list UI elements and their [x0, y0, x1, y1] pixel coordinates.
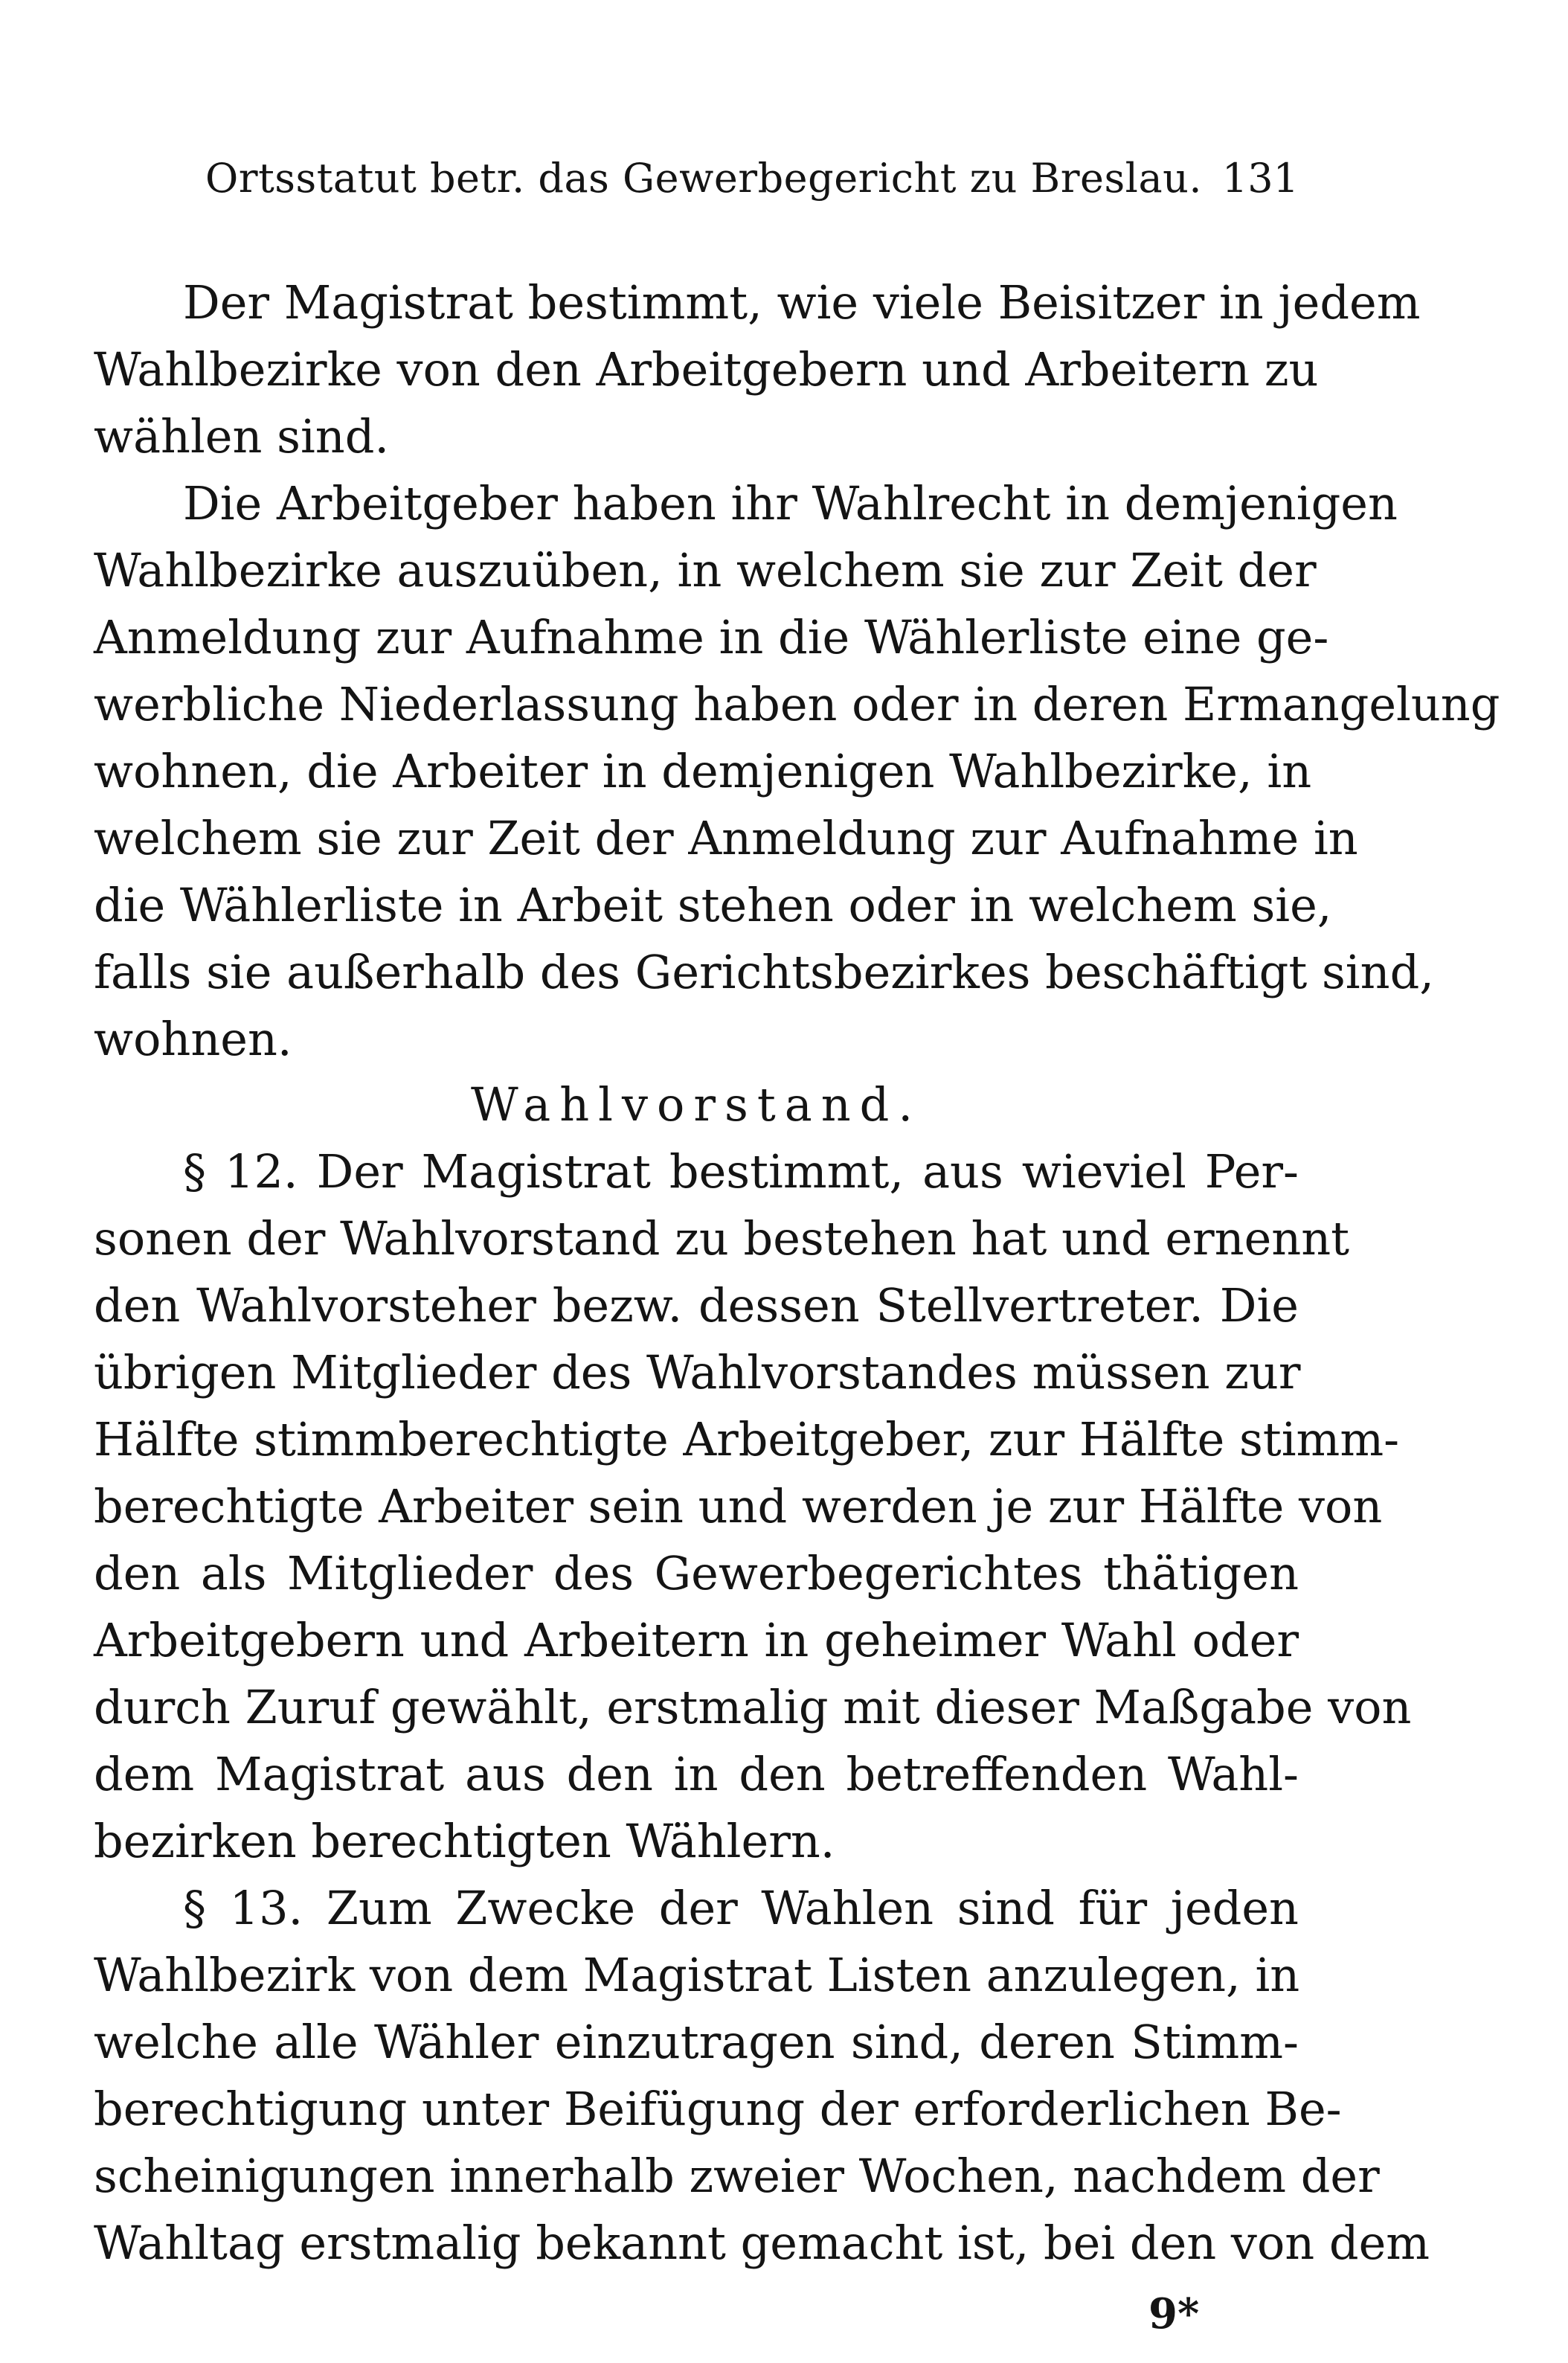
text-line: durch Zuruf gewählt, erstmalig mit dieser Maßgabe von	[94, 1680, 1412, 1734]
text-line: Der Magistrat bestimmt, wie viele Beisitzer in jedem	[183, 275, 1421, 330]
page-header	[205, 149, 1299, 208]
text-line: Die Arbeitgeber haben ihr Wahlrecht in demjenigen	[183, 476, 1398, 530]
text-line: die Wählerliste in Arbeit stehen oder in welchem sie,	[94, 878, 1332, 932]
text-line: sonen der Wahlvorstand zu bestehen hat und ernennt	[94, 1211, 1350, 1266]
text-line: Hälfte stimmberechtigte Arbeitgeber, zur Hälfte stimm-	[94, 1412, 1400, 1466]
text-line: Anmeldung zur Aufnahme in die Wählerliste eine ge-	[94, 610, 1329, 664]
text-line: welchem sie zur Zeit der Anmeldung zur Aufnahme in	[94, 811, 1358, 865]
text-line: falls sie außerhalb des Gerichtsbezirkes beschäftigt sind,	[94, 945, 1434, 999]
signature-mark: 9*	[1148, 2289, 1200, 2338]
text-line: übrigen Mitglieder des Wahlvorstandes müssen zur	[94, 1345, 1301, 1399]
text-line: scheinigungen innerhalb zweier Wochen, nachdem der	[94, 2149, 1380, 2203]
text-line: wählen sind.	[94, 409, 390, 464]
text-line: § 12. Der Magistrat bestimmt, aus wieviel Per-	[183, 1144, 1299, 1199]
section-heading: Wahlvorstand.	[470, 1077, 922, 1132]
text-line: Wahltag erstmalig bekannt gemacht ist, bei den von dem	[94, 2216, 1430, 2270]
text-line: § 13. Zum Zwecke der Wahlen sind für jeden	[183, 1881, 1299, 1935]
text-line: den Wahlvorsteher bezw. dessen Stellvertreter. Die	[94, 1278, 1299, 1333]
text-line: Wahlbezirke auszuüben, in welchem sie zur Zeit der	[94, 543, 1317, 597]
text-line: dem Magistrat aus den in den betreffenden Wahl-	[94, 1747, 1299, 1801]
text-line: Arbeitgebern und Arbeitern in geheimer Wahl oder	[94, 1613, 1299, 1667]
text-line: Wahlbezirk von dem Magistrat Listen anzulegen, in	[94, 1948, 1300, 2002]
text-line: bezirken berechtigten Wählern.	[94, 1814, 835, 1868]
page-number: 131	[1221, 155, 1299, 202]
running-title: Ortsstatut betr. das Gewerbegericht zu Breslau.	[205, 155, 1203, 202]
text-line: wohnen.	[94, 1012, 292, 1066]
text-line: wohnen, die Arbeiter in demjenigen Wahlbezirke, in	[94, 744, 1312, 798]
text-line: Wahlbezirke von den Arbeitgebern und Arbeitern zu	[94, 342, 1319, 397]
text-line: welche alle Wähler einzutragen sind, deren Stimm-	[94, 2015, 1299, 2069]
text-line: berechtigung unter Beifügung der erforderlichen Be-	[94, 2082, 1342, 2136]
text-line: werbliche Niederlassung haben oder in deren Ermangelung	[94, 677, 1500, 731]
text-line: berechtigte Arbeiter sein und werden je zur Hälfte von	[94, 1479, 1383, 1533]
text-line: den als Mitglieder des Gewerbegerichtes thätigen	[94, 1546, 1299, 1600]
